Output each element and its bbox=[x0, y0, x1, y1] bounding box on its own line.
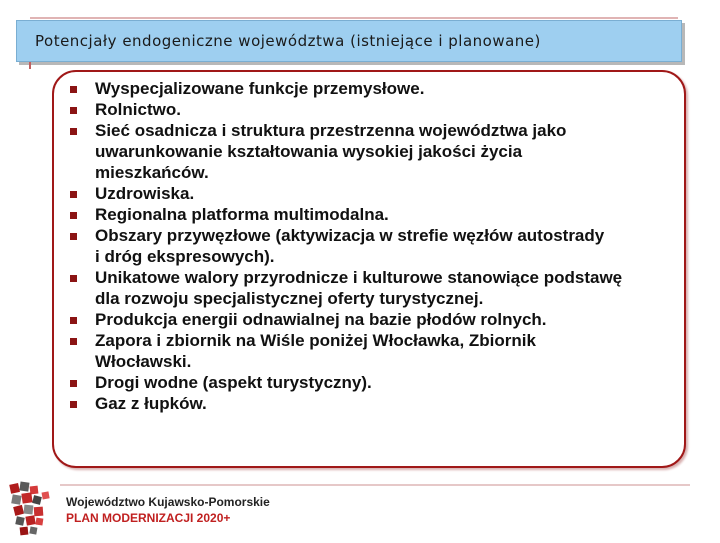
bullet-text-line: uwarunkowanie kształtowania wysokiej jakości życia bbox=[95, 142, 523, 161]
square-bullet-icon bbox=[70, 380, 77, 387]
bullet-item bbox=[70, 204, 670, 225]
bullet-text-line: Wyspecjalizowane funkcje przemysłowe. bbox=[95, 79, 425, 98]
bullet-text-line: Zapora i zbiornik na Wiśle poniżej Włocławka, Zbiornik bbox=[95, 331, 536, 350]
square-bullet-icon bbox=[70, 191, 77, 198]
decorative-tick bbox=[29, 62, 31, 69]
bullet-text-line: dla rozwoju specjalistycznej oferty turystycznej. bbox=[95, 289, 484, 308]
bullet-text-line: Włocławski. bbox=[95, 352, 192, 371]
bullet-text-line: Gaz z łupków. bbox=[95, 394, 207, 413]
bullet-text-line: Produkcja energii odnawialnej na bazie płodów rolnych. bbox=[95, 310, 547, 329]
square-bullet-icon bbox=[70, 338, 77, 345]
bullet-item bbox=[70, 309, 670, 330]
bullet-item bbox=[70, 183, 670, 204]
bullet-text-line: Uzdrowiska. bbox=[95, 184, 195, 203]
square-bullet-icon bbox=[70, 317, 77, 324]
top-divider bbox=[30, 17, 678, 19]
bullet-text-line: Drogi wodne (aspekt turystyczny). bbox=[95, 373, 372, 392]
square-bullet-icon bbox=[70, 107, 77, 114]
square-bullet-icon bbox=[70, 212, 77, 219]
footer-plan-name: PLAN MODERNIZACJI 2020+ bbox=[66, 511, 231, 525]
bullet-item bbox=[70, 267, 670, 309]
square-bullet-icon bbox=[70, 233, 77, 240]
bottom-divider bbox=[60, 484, 690, 486]
square-bullet-icon bbox=[70, 86, 77, 93]
bullet-item bbox=[70, 99, 670, 120]
bullet-text-line: mieszkańców. bbox=[95, 163, 209, 182]
slide-title: Potencjały endogeniczne województwa (istniejące i planowane) bbox=[35, 32, 541, 50]
regional-logo-icon bbox=[6, 478, 62, 538]
bullet-text-line: Unikatowe walory przyrodnicze i kulturowe stanowiące podstawę bbox=[95, 268, 623, 287]
square-bullet-icon bbox=[70, 128, 77, 135]
bullet-item bbox=[70, 393, 670, 414]
bullet-item bbox=[70, 225, 670, 267]
bullet-text-line: Rolnictwo. bbox=[95, 100, 181, 119]
bullet-item bbox=[70, 330, 670, 372]
bullet-item bbox=[70, 372, 670, 393]
bullet-text-line: Regionalna platforma multimodalna. bbox=[95, 205, 389, 224]
logo-mosaic bbox=[9, 481, 49, 535]
bullet-text-line: Sieć osadnicza i struktura przestrzenna województwa jako bbox=[95, 121, 567, 140]
bullet-item bbox=[70, 78, 670, 99]
bullet-list bbox=[70, 78, 670, 414]
square-bullet-icon bbox=[70, 275, 77, 282]
bullet-text-line: Obszary przywęzłowe (aktywizacja w strefie węzłów autostrady bbox=[95, 226, 605, 245]
bullet-text-line: i dróg ekspresowych). bbox=[95, 247, 275, 266]
bullet-item bbox=[70, 120, 670, 183]
square-bullet-icon bbox=[70, 401, 77, 408]
title-bar bbox=[16, 20, 682, 62]
footer-region-name: Województwo Kujawsko-Pomorskie bbox=[66, 495, 270, 509]
